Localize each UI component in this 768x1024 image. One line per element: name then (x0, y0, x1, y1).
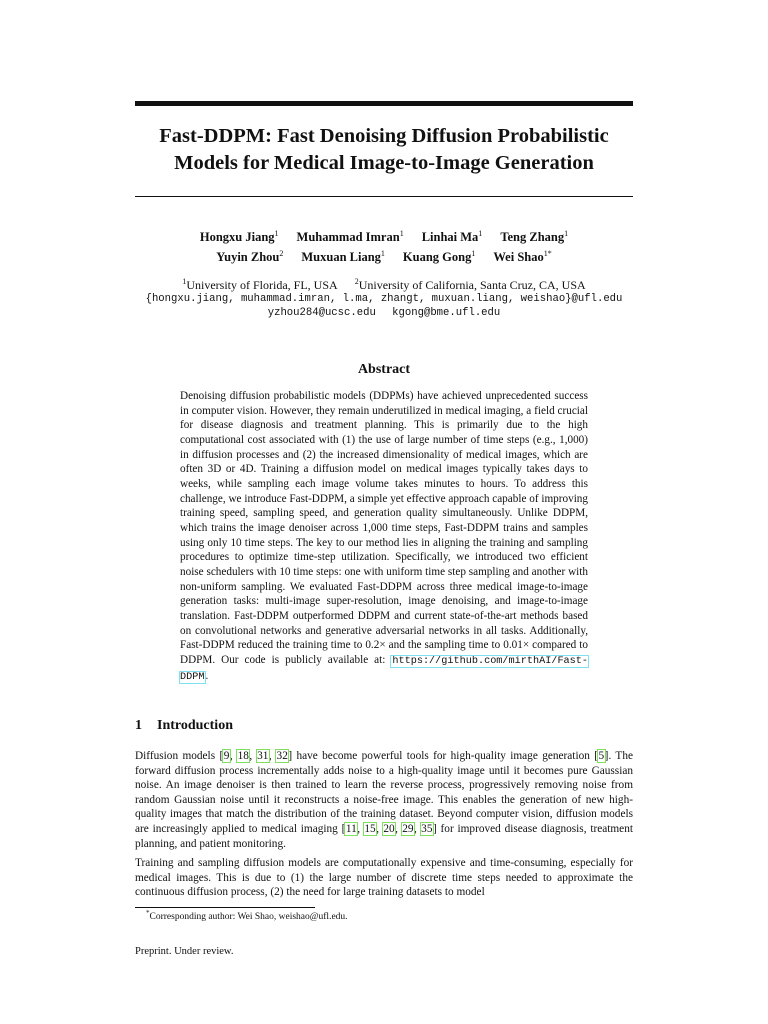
intro-paragraph-2: Training and sampling diffusion models are computationally expensive and time-consuming, especially for medical images. This is due to (1) the large number of discrete time steps needed to approximate the continuous diffusion process, (2) the need for large training datasets to model (135, 857, 633, 899)
author-name: Linhai Ma$^1$ (421, 229, 483, 245)
email-kgong: kgong@bme.ufl.edu (392, 307, 501, 319)
author-name: Wei Shao$^{1*}$ (493, 249, 552, 265)
paper-title: Fast-DDPM: Fast Denoising Diffusion Probabilistic Models for Medical Image-to-Image Generation (159, 125, 609, 174)
author-row-1 (135, 229, 633, 245)
author-name: Muhammad Imran$^1$ (296, 229, 404, 245)
author-name: Hongxu Jiang$^1$ (199, 229, 279, 245)
citation-link[interactable]: 9 (223, 750, 230, 762)
affiliation-2: $^2$University of California, Santa Cruz, CA, USA (354, 277, 586, 292)
abstract-body: Denoising diffusion probabilistic models (DDPMs) have achieved unprecedented success in computer vision. However, they remain underutilized in medical imaging, a field crucial for disease diagnosis and treatment planning. This is primarily due to the high computational cost associated with (1) the use of large number of time steps (e.g., 1,000) in diffusion processes and (2) the increased dimensionality of medical images, which are often 3D or 4D. Training a diffusion model on medical images typically takes days to weeks, while sampling each image volume takes minutes to hours. To address this challenge, we introduce Fast-DDPM, a simple yet effective approach capable of improving training speed, sampling speed, and generation quality simultaneously. Unlike DDPM, which trains the image denoiser across 1,000 time steps, Fast-DDPM trains and samples using only 10 time steps. The key to our method lies in aligning the training and sampling procedures to optimize time-step utilization. Specifically, we introduced two efficient noise schedulers with 10 time steps: one with uniform time step sampling and another with non-uniform sampling. We evaluated Fast-DDPM across three medical image-to-image generation tasks: multi-image super-resolution, image denoising, and image-to-image translation. Fast-DDPM outperformed DDPM and current state-of-the-art methods based on convolutional networks and generative adversarial networks in all tasks. Additionally, Fast-DDPM reduced the training time to 0.2× and the sampling time to 0.01× compared to DDPM. Our code is publicly available at: https://github.com/mirthAI/Fast-DDPM. (180, 390, 589, 684)
abstract-text: Denoising diffusion probabilistic models (DDPMs) have achieved unprecedented success in computer vision. However, they remain underutilized in medical imaging, a field crucial for disease diagnosis and treatment planning. This is primarily due to the high computational cost associated with (1) the use of large number of time steps (e.g., 1,000) in diffusion processes and (2) the increased dimensionality of medical images, which are often 3D or 4D. Training a diffusion model on medical images typically takes days to weeks, while sampling each image volume takes minutes to hours. To address this challenge, we introduce Fast-DDPM, a simple yet effective approach capable of improving training speed, sampling speed, and generation quality simultaneously. Unlike DDPM, which trains the image denoiser across 1,000 time steps, Fast-DDPM trains and samples using only 10 time steps. The key to our method lies in aligning the training and sampling procedures to optimize time-step utilization. Specifically, we introduced two efficient noise schedulers with 10 time steps: one with uniform time step sampling and another with non-uniform sampling. We evaluated Fast-DDPM across three medical image-to-image generation tasks: multi-image super-resolution, image denoising, and image-to-image translation. Fast-DDPM outperformed DDPM and current state-of-the-art methods based on convolutional networks and generative adversarial networks in all tasks. Additionally, Fast-DDPM reduced the training time to 0.2× and the sampling time to 0.01× compared to DDPM. Our code is publicly available at: (180, 390, 588, 666)
abstract-heading: Abstract (357, 362, 411, 377)
preprint-notice: Preprint. Under review. (135, 946, 234, 957)
citation-link[interactable]: 35 (421, 822, 433, 835)
citation-link[interactable]: 5 (598, 750, 605, 762)
footnote: *Corresponding author: Wei Shao, weishao@ufl.edu. (146, 909, 348, 923)
intro-paragraph-1: Diffusion models [9, 18, 31, 32] have become powerful tools for high-quality image generation [5]. The forward diffusion process incrementally adds noise to a high-quality image until it becomes pure Gaussian noise. An image denoiser is then trained to learn the reverse process, progressively removing noise from random Gaussian noise until it reconstructs a noise-free image. This enables the generation of new high-quality images that match the distribution of the training dataset. Beyond computer vision, diffusion models are increasingly applied to medical imaging [11, 15, 20, 29, 35] for improved disease diagnosis, treatment planning, and patient monitoring. (135, 750, 633, 850)
email-yzhou: yzhou284@ucsc.edu (267, 307, 376, 319)
author-row-2 (135, 249, 633, 265)
affiliation-1: $^1$University of Florida, FL, USA (182, 277, 338, 292)
author-name: Muxuan Liang$^1$ (301, 249, 385, 265)
author-name: Kuang Gong$^1$ (402, 249, 476, 265)
code-repo-link[interactable]: https://github.com/mirthAI/Fast-DDPM (180, 655, 589, 684)
author-emails-ufl: {hongxu.jiang, muhammad.imran, l.ma, zhangt, muxuan.liang, weishao}@ufl.edu (145, 293, 623, 305)
footnote-rule (135, 907, 315, 908)
citation-link[interactable]: 11 (345, 822, 357, 835)
section-heading-introduction (135, 718, 233, 734)
author-name: Teng Zhang$^1$ (500, 229, 569, 245)
title-bottom-rule (135, 196, 633, 197)
citation-link[interactable]: 15 (364, 822, 376, 835)
citation-link[interactable]: 18 (237, 750, 249, 762)
citation-link[interactable]: 32 (276, 750, 288, 762)
citation-link[interactable]: 20 (383, 822, 395, 835)
section-number: 1 (135, 718, 142, 733)
affiliations (135, 277, 633, 293)
author-name: Yuyin Zhou$^2$ (216, 249, 284, 265)
title-top-rule (135, 101, 633, 106)
citation-link[interactable]: 29 (402, 822, 414, 835)
citation-link[interactable]: 31 (257, 750, 269, 762)
author-emails-other (120, 307, 648, 319)
section-title: Introduction (157, 718, 233, 733)
